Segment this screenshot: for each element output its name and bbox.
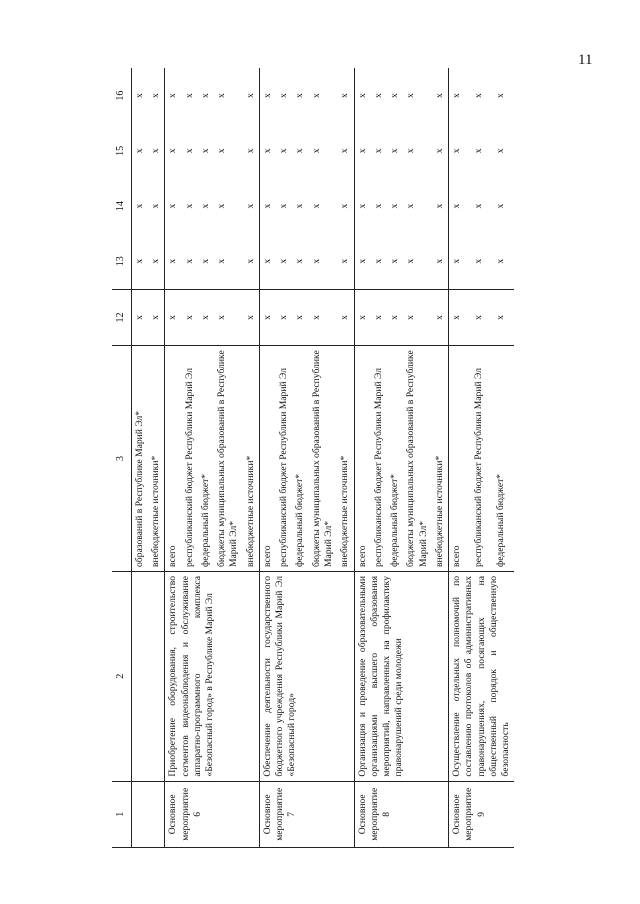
value-cell: x bbox=[310, 93, 322, 99]
value-cell: x bbox=[198, 289, 214, 345]
funding-source: республиканский бюджет Республики Марий Эл bbox=[371, 346, 387, 572]
value-cell: x bbox=[244, 148, 256, 154]
value-cell: x bbox=[244, 258, 256, 264]
funding-source: бюджеты муниципальных образований в Республике Марий Эл* bbox=[403, 346, 432, 572]
value-cell: x bbox=[372, 203, 384, 209]
funding-source: образований в Республике Марий Эл* bbox=[131, 346, 148, 572]
value-cell: x bbox=[339, 148, 351, 154]
value-cell: x bbox=[472, 93, 484, 99]
value-cell: x bbox=[433, 203, 445, 209]
value-cell: x bbox=[183, 258, 195, 264]
measure-code: Основное мероприятие 6 bbox=[165, 781, 260, 847]
value-cell: x bbox=[150, 93, 162, 99]
value-cell: x bbox=[216, 258, 228, 264]
value-cell: x bbox=[278, 258, 290, 264]
funding-source: внебюджетные источники* bbox=[337, 346, 354, 572]
funding-source: республиканский бюджет Республики Марий Эл bbox=[276, 346, 292, 572]
value-cell: x bbox=[199, 203, 211, 209]
value-cell: x bbox=[199, 93, 211, 99]
value-cell: x bbox=[278, 93, 290, 99]
measure-name: Приобретение оборудования, строительство сегментов видеонаблюдения и обслуживание аппаратно-программного комплекса «Безопасный город» в Республике Марий Эл bbox=[165, 572, 260, 782]
value-cell: x bbox=[148, 289, 165, 345]
measure-name: Обеспечение деятельности государственного бюджетного учреждения Республики Марий Эл «Безопасный город» bbox=[259, 572, 354, 782]
value-cell: x bbox=[165, 289, 182, 345]
funding-source: всего bbox=[259, 346, 276, 572]
column-header: 16 bbox=[112, 68, 131, 123]
funding-source: всего bbox=[165, 346, 182, 572]
measure-code bbox=[131, 781, 165, 847]
measure-name: Организация и проведение образовательными организациями высшего образования мероприятий, направленных на профилактику правонарушений среди молодежи bbox=[354, 572, 449, 782]
value-cell: x bbox=[292, 289, 308, 345]
value-cell: x bbox=[493, 289, 515, 345]
page-number: 11 bbox=[578, 52, 593, 68]
value-cell: x bbox=[216, 93, 228, 99]
value-cell: x bbox=[472, 148, 484, 154]
value-cell: x bbox=[354, 289, 371, 345]
measure-name bbox=[131, 572, 165, 782]
value-cell: x bbox=[165, 178, 182, 233]
measure-code: Основное мероприятие 8 bbox=[354, 781, 449, 847]
funding-source: внебюджетные источники* bbox=[243, 346, 260, 572]
table-row bbox=[131, 68, 148, 848]
value-cell: x bbox=[150, 203, 162, 209]
value-cell: x bbox=[216, 203, 228, 209]
value-cell: x bbox=[372, 148, 384, 154]
value-cell: x bbox=[294, 203, 306, 209]
value-cell: x bbox=[372, 93, 384, 99]
funding-source: бюджеты муниципальных образований в Республике Марий Эл* bbox=[309, 346, 338, 572]
value-cell: x bbox=[405, 93, 417, 99]
value-cell: x bbox=[183, 148, 195, 154]
value-cell: x bbox=[259, 234, 276, 290]
funding-source: внебюджетные источники* bbox=[148, 346, 165, 572]
table-row bbox=[449, 68, 471, 848]
value-cell: x bbox=[259, 178, 276, 233]
value-cell: x bbox=[310, 148, 322, 154]
value-cell: x bbox=[294, 258, 306, 264]
column-header: 1 bbox=[112, 781, 131, 847]
value-cell: x bbox=[276, 289, 292, 345]
funding-source: республиканский бюджет Республики Марий Эл bbox=[182, 346, 198, 572]
value-cell: x bbox=[150, 258, 162, 264]
value-cell: x bbox=[165, 234, 182, 290]
column-header: 15 bbox=[112, 123, 131, 178]
funding-source: внебюджетные источники* bbox=[432, 346, 449, 572]
value-cell: x bbox=[449, 234, 471, 290]
column-header: 3 bbox=[112, 346, 131, 572]
value-cell: x bbox=[199, 258, 211, 264]
value-cell: x bbox=[494, 203, 506, 209]
value-cell: x bbox=[259, 123, 276, 178]
value-cell: x bbox=[216, 148, 228, 154]
value-cell: x bbox=[372, 258, 384, 264]
value-cell: x bbox=[354, 123, 371, 178]
value-cell: x bbox=[183, 203, 195, 209]
funding-source: федеральный бюджет* bbox=[292, 346, 308, 572]
value-cell: x bbox=[449, 178, 471, 233]
value-cell: x bbox=[405, 148, 417, 154]
value-cell: x bbox=[449, 289, 471, 345]
table-row bbox=[354, 68, 371, 848]
value-cell: x bbox=[371, 289, 387, 345]
column-header: 13 bbox=[112, 234, 131, 290]
header-row bbox=[112, 68, 131, 848]
value-cell: x bbox=[472, 258, 484, 264]
value-cell: x bbox=[165, 68, 182, 123]
column-header: 2 bbox=[112, 572, 131, 782]
value-cell: x bbox=[339, 93, 351, 99]
value-cell: x bbox=[244, 93, 256, 99]
value-cell: x bbox=[387, 289, 403, 345]
value-cell: x bbox=[309, 289, 338, 345]
value-cell: x bbox=[433, 258, 445, 264]
value-cell: x bbox=[405, 258, 417, 264]
value-cell: x bbox=[354, 234, 371, 290]
table-row bbox=[165, 68, 182, 848]
value-cell: x bbox=[214, 289, 243, 345]
value-cell: x bbox=[472, 203, 484, 209]
value-cell: x bbox=[294, 148, 306, 154]
funding-source: всего bbox=[449, 346, 471, 572]
value-cell: x bbox=[310, 258, 322, 264]
value-cell: x bbox=[432, 289, 449, 345]
column-header: 12 bbox=[112, 289, 131, 345]
value-cell: x bbox=[389, 258, 401, 264]
value-cell: x bbox=[471, 289, 493, 345]
value-cell: x bbox=[243, 289, 260, 345]
value-cell: x bbox=[133, 93, 145, 99]
value-cell: x bbox=[310, 203, 322, 209]
value-cell: x bbox=[433, 148, 445, 154]
value-cell: x bbox=[389, 148, 401, 154]
funding-source: всего bbox=[354, 346, 371, 572]
value-cell: x bbox=[494, 93, 506, 99]
financing-table bbox=[112, 68, 514, 848]
value-cell: x bbox=[131, 289, 148, 345]
value-cell: x bbox=[403, 289, 432, 345]
funding-source: бюджеты муниципальных образований в Республике Марий Эл* bbox=[214, 346, 243, 572]
column-header: 14 bbox=[112, 178, 131, 233]
value-cell: x bbox=[182, 289, 198, 345]
value-cell: x bbox=[278, 148, 290, 154]
rotated-table-container bbox=[112, 68, 592, 848]
value-cell: x bbox=[449, 68, 471, 123]
value-cell: x bbox=[449, 123, 471, 178]
funding-source: федеральный бюджет* bbox=[387, 346, 403, 572]
value-cell: x bbox=[405, 203, 417, 209]
value-cell: x bbox=[183, 93, 195, 99]
value-cell: x bbox=[133, 203, 145, 209]
value-cell: x bbox=[165, 123, 182, 178]
value-cell: x bbox=[294, 93, 306, 99]
value-cell: x bbox=[133, 258, 145, 264]
funding-source: федеральный бюджет* bbox=[493, 346, 515, 572]
value-cell: x bbox=[494, 258, 506, 264]
measure-name: Осуществление отдельных полномочий по составлению протоколов об административных правонарушениях, посягающих на общественный порядок и общественную безопасность bbox=[449, 572, 515, 782]
table-row bbox=[259, 68, 276, 848]
value-cell: x bbox=[133, 148, 145, 154]
value-cell: x bbox=[389, 203, 401, 209]
table-body bbox=[131, 68, 514, 848]
funding-source: республиканский бюджет Республики Марий Эл bbox=[471, 346, 493, 572]
value-cell: x bbox=[433, 93, 445, 99]
value-cell: x bbox=[337, 289, 354, 345]
value-cell: x bbox=[389, 93, 401, 99]
value-cell: x bbox=[278, 203, 290, 209]
value-cell: x bbox=[259, 289, 276, 345]
funding-source: федеральный бюджет* bbox=[198, 346, 214, 572]
value-cell: x bbox=[244, 203, 256, 209]
value-cell: x bbox=[259, 68, 276, 123]
measure-code: Основное мероприятие 7 bbox=[259, 781, 354, 847]
measure-code: Основное мероприятие 9 bbox=[449, 781, 515, 847]
value-cell: x bbox=[339, 258, 351, 264]
value-cell: x bbox=[150, 148, 162, 154]
value-cell: x bbox=[354, 178, 371, 233]
value-cell: x bbox=[494, 148, 506, 154]
value-cell: x bbox=[354, 68, 371, 123]
value-cell: x bbox=[339, 203, 351, 209]
value-cell: x bbox=[199, 148, 211, 154]
